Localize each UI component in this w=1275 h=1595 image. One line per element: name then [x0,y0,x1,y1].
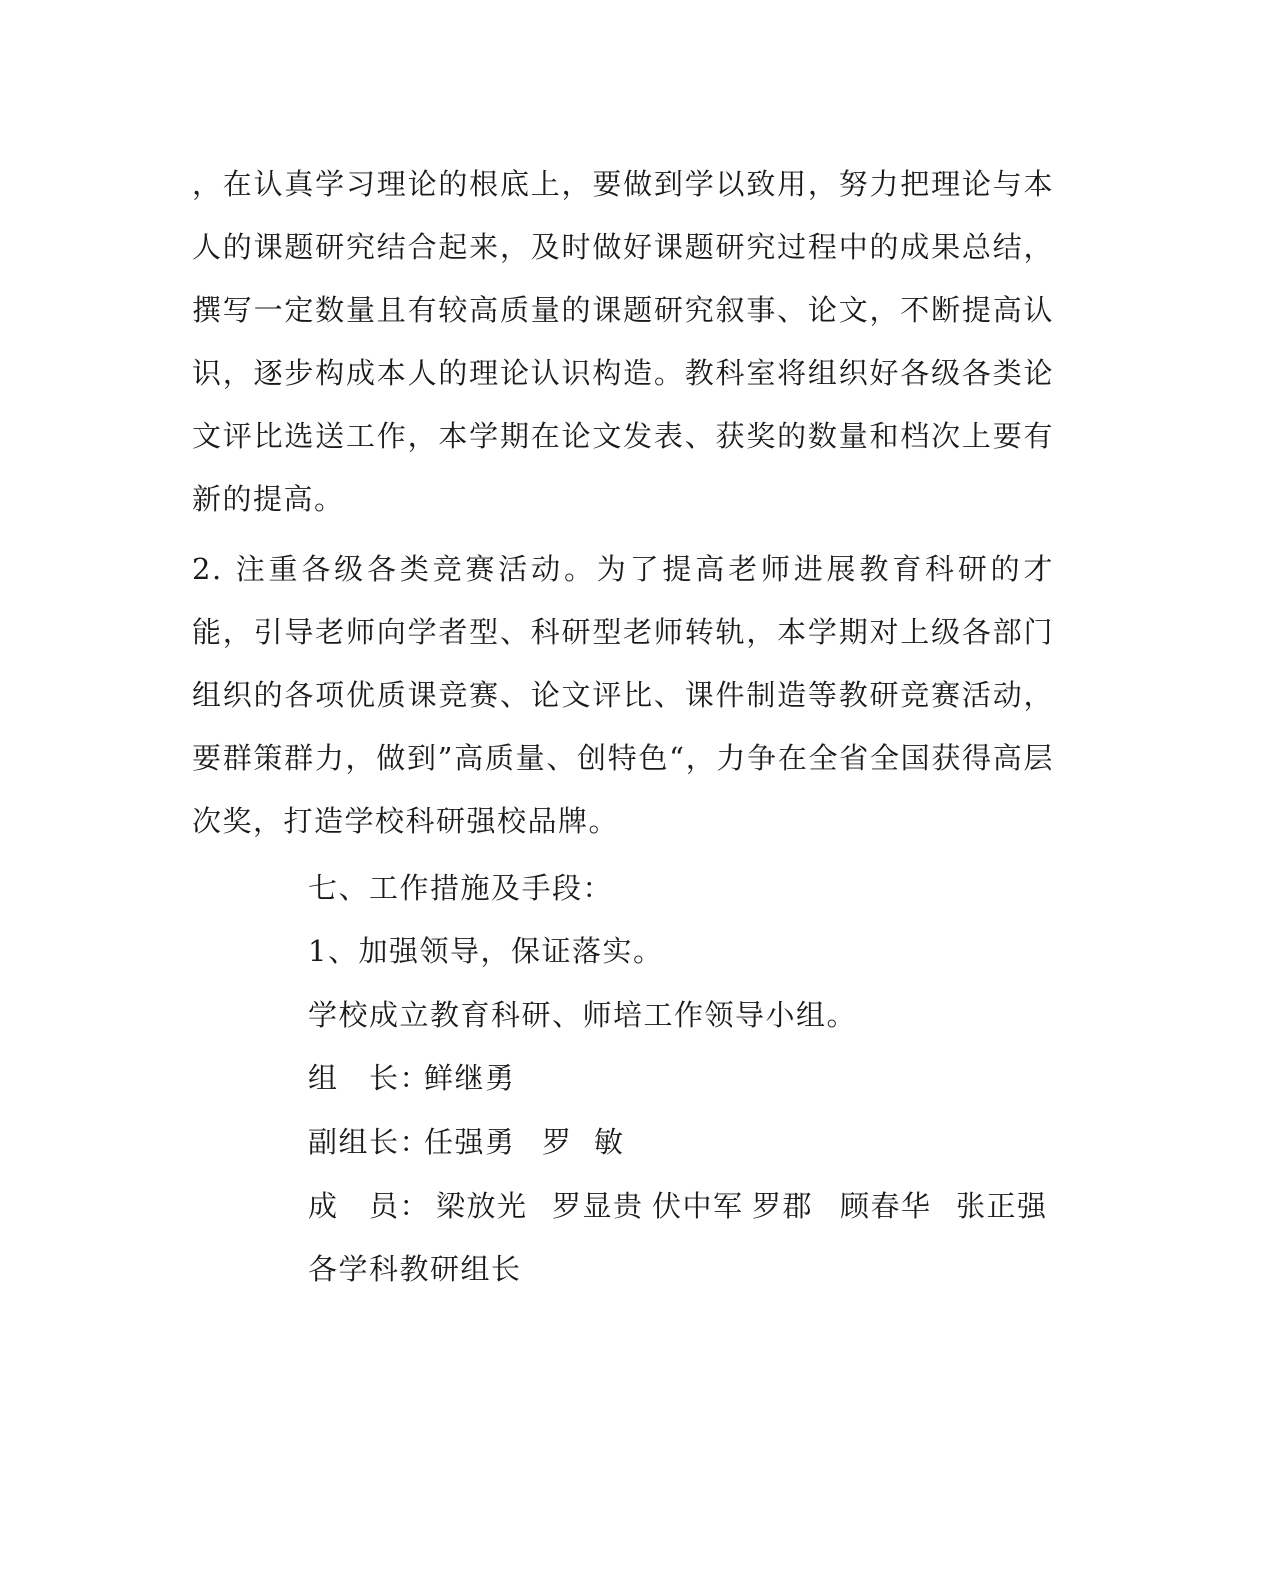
member-name: 梁放光 [436,1189,528,1223]
member-name: 张正强 [956,1189,1048,1223]
paragraph-competitions: 2. 注重各级各类竞赛活动。为了提高老师进展教育科研的才能，引导老师向学者型、科研型老师转轨，本学期对上级各部门组织的各项优质课竞赛、论文评比、课件制造等教研竞赛活动，要群策群力，做到”高质量、创特色“，力争在全省全国获得高层次奖，打造学校科研强校品牌。 [192,552,1054,838]
paragraph-research-papers: ，在认真学习理论的根底上，要做到学以致用，努力把理论与本人的课题研究结合起来，及时做好课题研究过程中的成果总结，撰写一定数量且有较高质量的课题研究叙事、论文，不断提高认识，逐步构成本人的理论认识构造。教科室将组织好各级各类论文评比选送工作，本学期在论文发表、获奖的数量和档次上要有新的提高。 [192,167,1054,516]
members-row [308,1175,1046,1238]
member-name: 罗显贵 [552,1189,644,1223]
deputy-leader-row [308,1111,624,1174]
member-name: 罗郡 [752,1189,814,1223]
members-label: 成 员： [308,1189,431,1223]
measure-item-1: 1、加强领导，保证落实。 [308,934,664,968]
section-heading: 七、工作措施及手段： [308,871,614,905]
deputy-leader-name: 任强勇 [424,1125,516,1159]
member-name: 伏中军 [652,1189,744,1223]
members-extra: 各学科教研组长 [308,1252,522,1286]
group-leader-name: 鲜继勇 [424,1061,516,1095]
group-leader-label: 组 长： [308,1061,431,1095]
deputy-leader-name: 罗 敏 [542,1125,625,1159]
deputy-leader-label: 副组长： [308,1125,431,1159]
member-name: 顾春华 [840,1189,932,1223]
leadership-group-intro: 学校成立教育科研、师培工作领导小组。 [308,998,858,1032]
group-leader-row [308,1047,516,1110]
